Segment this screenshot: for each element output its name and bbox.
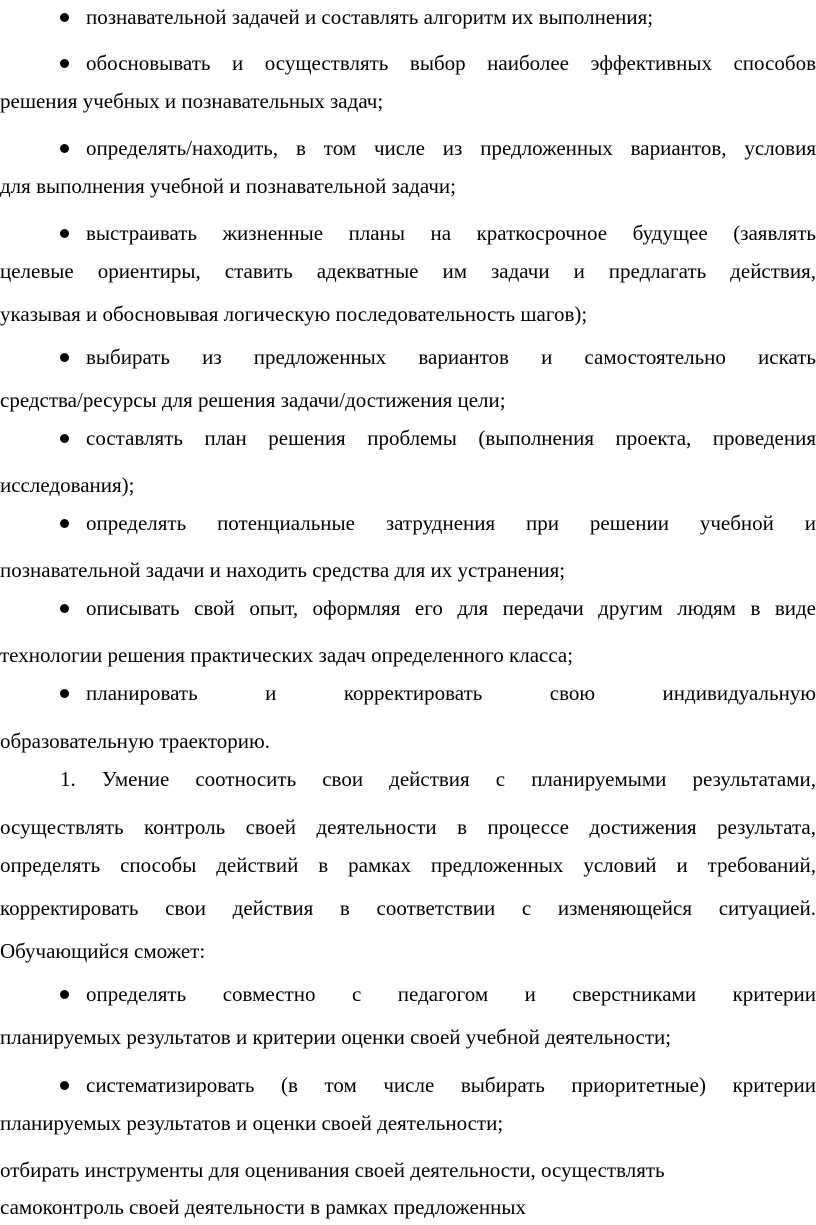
paragraph-line: отбирать инструменты для оценивания своей деятельности, осуществлять	[0, 1158, 665, 1182]
paragraph-line: корректировать свои действия в соответствии с изменяющейся ситуацией.	[0, 896, 816, 920]
paragraph-line: планируемых результатов и критерии оценки своей учебной деятельности;	[0, 1025, 672, 1049]
paragraph-line: решения учебных и познавательных задач;	[0, 89, 384, 113]
bullet-icon	[57, 423, 71, 453]
paragraph-line: планируемых результатов и оценки своей деятельности;	[0, 1111, 504, 1135]
paragraph-line: для выполнения учебной и познавательной задачи;	[0, 174, 456, 198]
paragraph-line: целевые ориентиры, ставить адекватные им задачи и предлагать действия,	[0, 259, 816, 283]
bullet-icon	[57, 979, 71, 1009]
bullet-icon	[57, 342, 71, 372]
bullet-item-first-line: обосновывать и осуществлять выбор наиболее эффективных способов	[86, 51, 816, 75]
bullet-item-first-line: планировать и корректировать свою индивидуальную	[86, 681, 816, 705]
paragraph-line: осуществлять контроль своей деятельности в процессе достижения результата,	[0, 815, 816, 839]
bullet-icon	[57, 133, 71, 163]
paragraph-line: определять способы действий в рамках предложенных условий и требований,	[0, 853, 816, 877]
bullet-item-first-line: познавательной задачей и составлять алгоритм их выполнения;	[86, 5, 654, 29]
paragraph-line: познавательной задачи и находить средства для их устранения;	[0, 558, 566, 582]
bullet-icon	[57, 218, 71, 248]
paragraph-line: указывая и обосновывая логическую последовательность шагов);	[0, 302, 588, 326]
paragraph-line: образовательную траекторию.	[0, 729, 270, 753]
bullet-item-first-line: описывать свой опыт, оформляя его для передачи другим людям в виде	[86, 596, 816, 620]
bullet-item-first-line: определять совместно с педагогом и сверстниками критерии	[86, 982, 816, 1006]
bullet-icon	[57, 593, 71, 623]
bullet-icon	[57, 2, 71, 32]
bullet-icon	[57, 1070, 71, 1100]
bullet-item-first-line: выстраивать жизненные планы на краткосрочное будущее (заявлять	[86, 221, 816, 245]
bullet-icon	[57, 678, 71, 708]
bullet-item-first-line: определять/находить, в том числе из предложенных вариантов, условия	[86, 136, 816, 160]
bullet-item-first-line: систематизировать (в том числе выбирать приоритетные) критерии	[86, 1073, 816, 1097]
paragraph-line: Обучающийся сможет:	[0, 939, 206, 963]
numbered-item-first-line: 1. Умение соотносить свои действия с планируемыми результатами,	[60, 767, 816, 791]
bullet-item-first-line: составлять план решения проблемы (выполнения проекта, проведения	[86, 426, 816, 450]
bullet-icon	[57, 508, 71, 538]
bullet-item-first-line: определять потенциальные затруднения при решении учебной и	[86, 511, 816, 535]
paragraph-line: средства/ресурсы для решения задачи/достижения цели;	[0, 388, 506, 412]
bullet-item-first-line: выбирать из предложенных вариантов и самостоятельно искать	[86, 345, 816, 369]
paragraph-line: технологии решения практических задач определенного класса;	[0, 643, 574, 667]
paragraph-line: самоконтроль своей деятельности в рамках предложенных	[0, 1195, 526, 1219]
bullet-icon	[57, 48, 71, 78]
paragraph-line: исследования);	[0, 473, 135, 497]
